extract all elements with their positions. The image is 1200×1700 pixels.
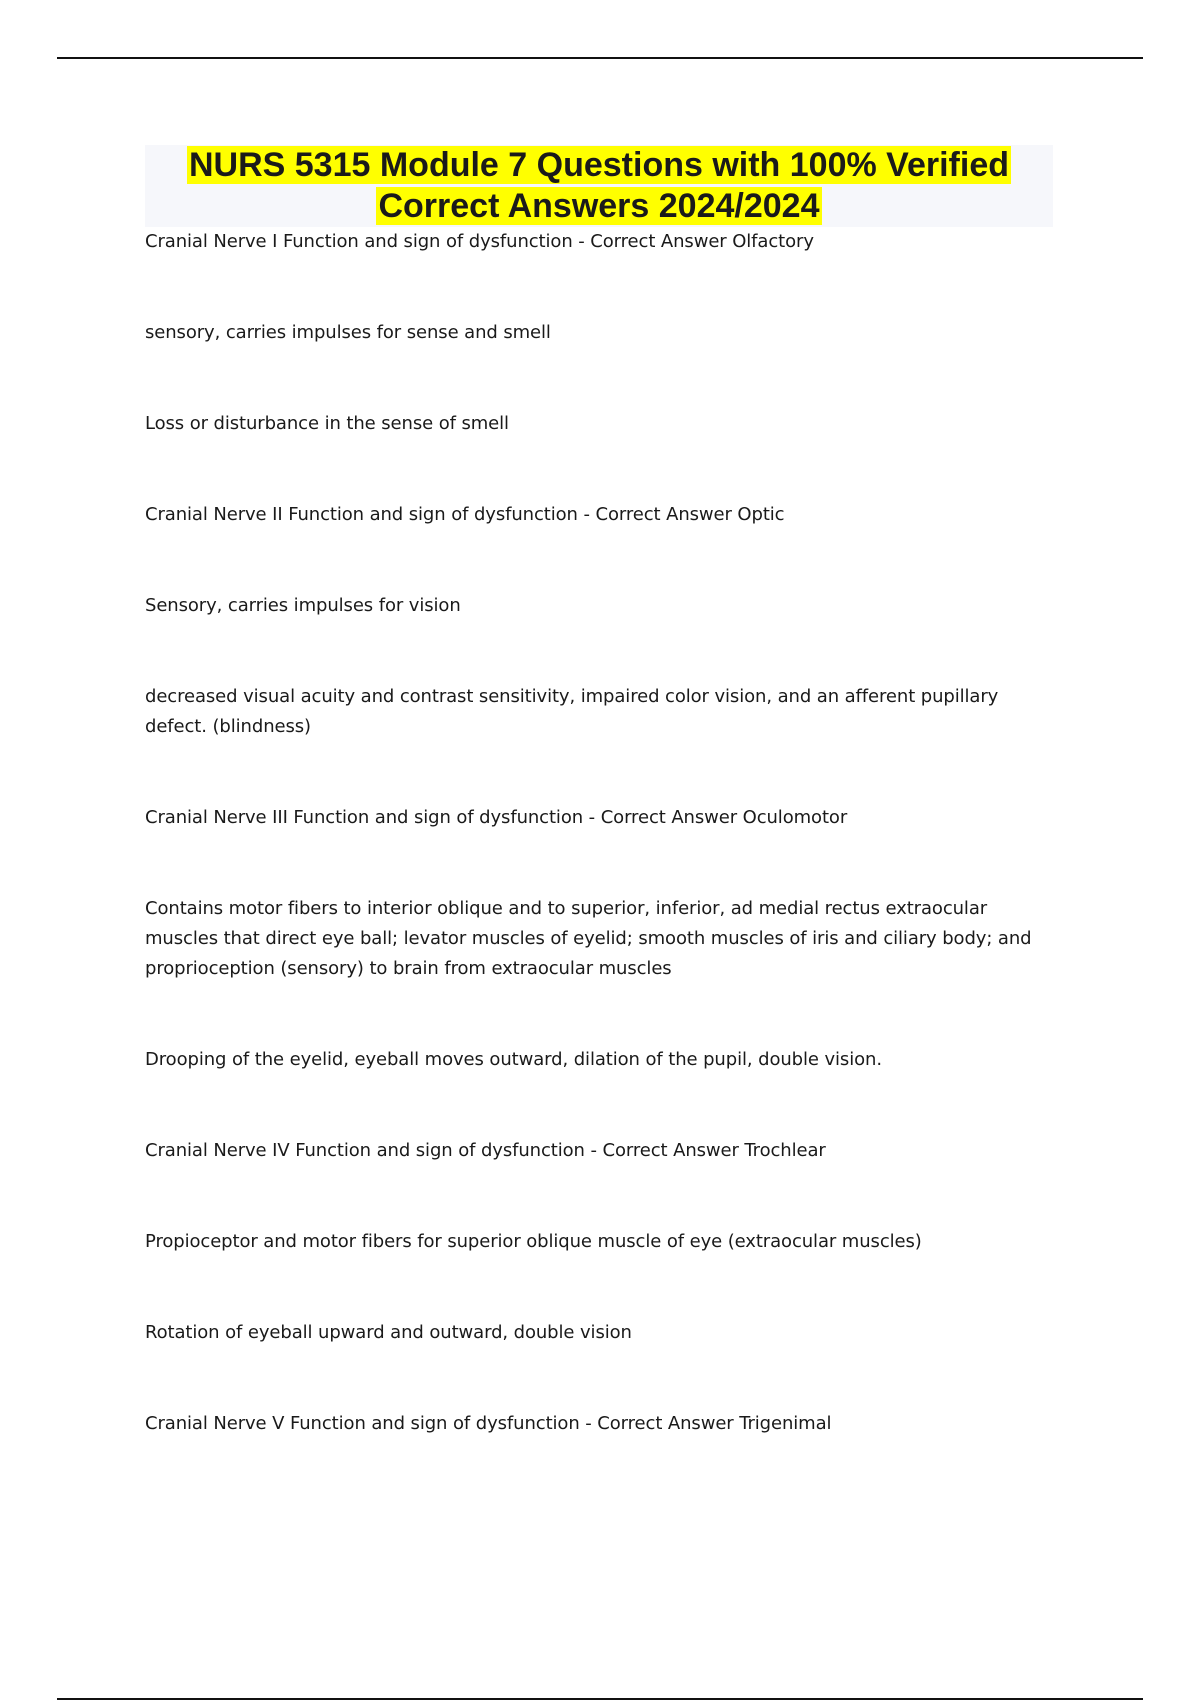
header-rule bbox=[57, 57, 1143, 59]
paragraph-cn1-function: sensory, carries impulses for sense and smell bbox=[145, 322, 551, 343]
paragraph-cn3-dysfunction: Drooping of the eyelid, eyeball moves outward, dilation of the pupil, double vision. bbox=[145, 1049, 882, 1070]
paragraph-cn1-question: Cranial Nerve I Function and sign of dysfunction - Correct Answer Olfactory bbox=[145, 231, 814, 252]
paragraph-cn3-question: Cranial Nerve III Function and sign of dysfunction - Correct Answer Oculomotor bbox=[145, 807, 848, 828]
paragraph-cn3-function: Contains motor fibers to interior oblique and to superior, inferior, ad medial rectus extraocular muscles that direct eye ball; levator muscles of eyelid; smooth muscles of iris and ciliary body; and proprioception (sensory) to brain from extraocular muscles bbox=[145, 898, 1032, 979]
paragraph-cn2-question: Cranial Nerve II Function and sign of dysfunction - Correct Answer Optic bbox=[145, 504, 785, 525]
document-body bbox=[145, 227, 1045, 1439]
paragraph-cn5-question: Cranial Nerve V Function and sign of dysfunction - Correct Answer Trigenimal bbox=[145, 1413, 832, 1434]
paragraph-cn2-function: Sensory, carries impulses for vision bbox=[145, 595, 461, 616]
paragraph-cn1-dysfunction: Loss or disturbance in the sense of smell bbox=[145, 413, 509, 434]
document-title: NURS 5315 Module 7 Questions with 100% Verified Correct Answers 2024/2024 bbox=[188, 146, 1010, 225]
paragraph-cn2-dysfunction: decreased visual acuity and contrast sensitivity, impaired color vision, and an afferent pupillary defect. (blindness) bbox=[145, 686, 999, 737]
paragraph-cn4-function: Propioceptor and motor fibers for superior oblique muscle of eye (extraocular muscles) bbox=[145, 1231, 922, 1252]
paragraph-cn4-dysfunction: Rotation of eyeball upward and outward, double vision bbox=[145, 1322, 632, 1343]
document-title-block bbox=[145, 145, 1053, 227]
paragraph-cn4-question: Cranial Nerve IV Function and sign of dysfunction - Correct Answer Trochlear bbox=[145, 1140, 826, 1161]
